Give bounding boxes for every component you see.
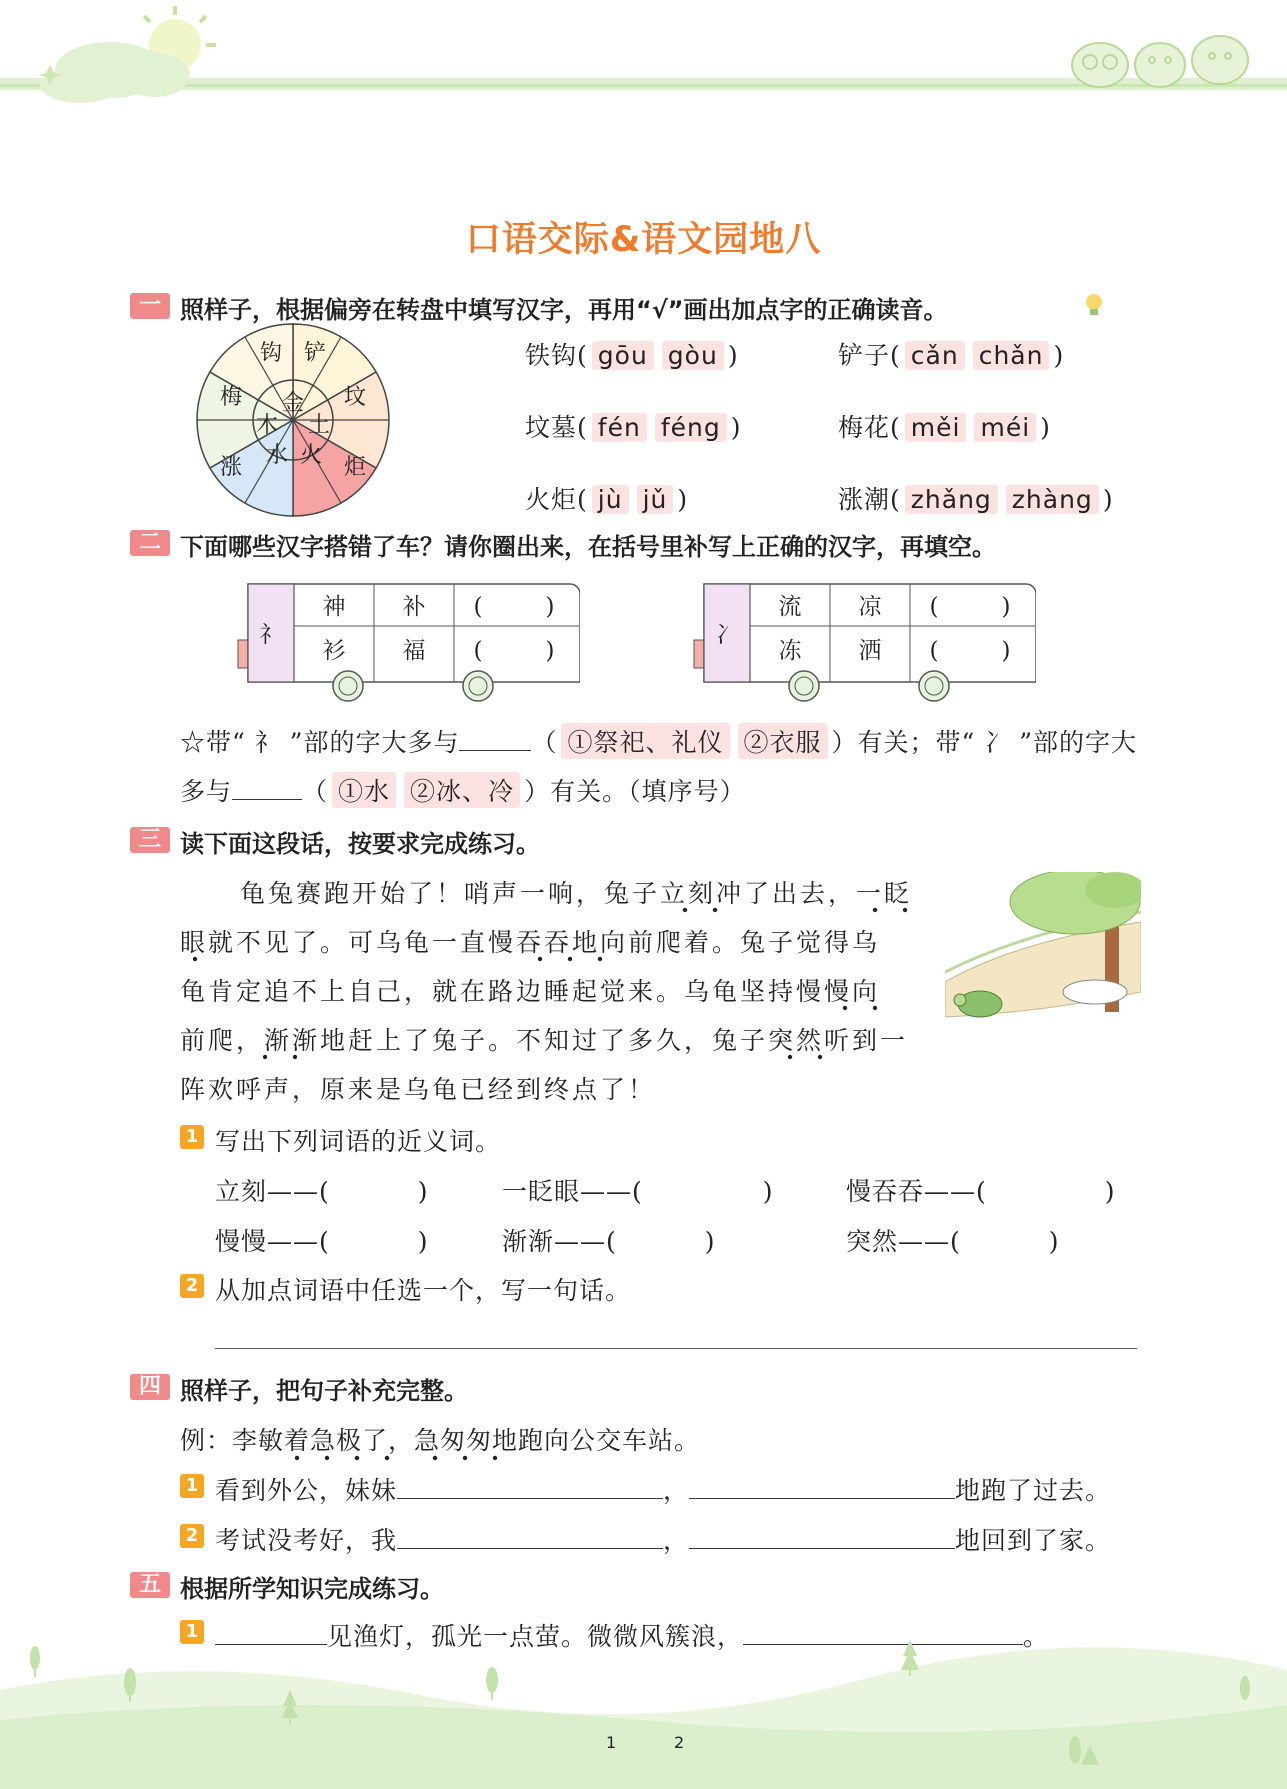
section-5-instruction: 根据所学知识完成练习。 <box>180 1575 444 1603</box>
pinyin-option[interactable]: jǔ <box>637 485 674 514</box>
question-number-1: 1 <box>180 1474 204 1498</box>
pinyin-option[interactable]: gōu <box>592 341 654 370</box>
section-2-fill-line-1: ☆带“ 礻 ”部的字大多与 （ ①祭祀、礼仪 ②衣服 ）有关；带“ 冫 ”部的字大 <box>180 723 1137 759</box>
landscape-footer <box>0 1610 1287 1789</box>
section-3-badge: 三 <box>130 827 170 853</box>
bus-2 <box>690 580 1036 702</box>
synonym-item: 突然——( ) <box>846 1227 1060 1256</box>
section-1-badge: 一 <box>130 293 170 319</box>
answer-line[interactable] <box>215 1348 1137 1349</box>
question-number-2: 2 <box>180 1524 204 1548</box>
choice-option[interactable]: ①祭祀、礼仪 <box>561 723 729 759</box>
wheel-char-zhang: 涨 <box>219 455 243 480</box>
question-number-2: 2 <box>180 1274 204 1298</box>
synonym-question: 写出下列词语的近义词。 <box>215 1127 502 1156</box>
bus-1-char[interactable]: 补 <box>402 594 426 620</box>
synonym-item: 渐渐——( ) <box>502 1227 716 1256</box>
answer-blank[interactable] <box>689 1527 955 1549</box>
pinyin-option[interactable]: měi <box>905 413 967 442</box>
section-5-badge: 五 <box>130 1572 170 1598</box>
bus-1-radical: 礻 <box>259 622 283 648</box>
pinyin-option[interactable]: zhàng <box>1006 485 1099 514</box>
question-number-1: 1 <box>180 1620 204 1644</box>
poem-completion: 见渔灯，孤光一点萤。微微风簇浪， 。 <box>215 1617 1049 1653</box>
section-4-instruction: 照样子，把句子补充完整。 <box>180 1377 468 1405</box>
pinyin-option[interactable]: jù <box>592 485 629 514</box>
sentence-completion-2: 考试没考好，我 ， 地回到了家。 <box>215 1526 1112 1555</box>
section-3-instruction: 读下面这段话，按要求完成练习。 <box>180 830 540 858</box>
passage-line-5: 阵欢呼声，原来是乌龟已经到终点了！ <box>180 1075 657 1104</box>
pinyin-option[interactable]: gòu <box>662 341 724 370</box>
tortoise-hare-illustration <box>945 872 1141 1032</box>
bus-1-char[interactable]: 衫 <box>322 638 346 664</box>
pinyin-item-2: 铲子( cǎn chǎn ) <box>838 341 1065 370</box>
answer-blank[interactable] <box>397 1477 663 1499</box>
wheel-radical-shui: 水 <box>265 443 289 468</box>
passage-line-4: 前爬，渐渐地赶上了兔子。不知过了多久，兔子突然听到一 <box>180 1026 909 1055</box>
question-number-1: 1 <box>180 1125 204 1149</box>
lightbulb-icon <box>1083 292 1105 318</box>
answer-blank[interactable] <box>232 778 302 800</box>
bus-1-char[interactable]: 福 <box>402 638 426 664</box>
wheel-char-chan: 铲 <box>303 341 327 366</box>
example-emphasis-dots <box>285 1454 505 1464</box>
answer-blank[interactable] <box>459 729 531 751</box>
bus-2-char[interactable]: 凉 <box>858 594 882 620</box>
bus-2-paren-close: ) <box>1001 594 1011 620</box>
wheel-radical-huo: 火 <box>299 443 323 468</box>
wheel-char-gou: 钩 <box>259 341 283 366</box>
bus-1-paren-close: ) <box>545 594 555 620</box>
section-4-badge: 四 <box>130 1374 170 1400</box>
pinyin-item-3: 坟墓( fén féng ) <box>525 413 742 442</box>
pinyin-item-1: 铁钩( gōu gòu ) <box>525 341 739 370</box>
section-2-badge: 二 <box>130 530 170 556</box>
sentence-completion-1: 看到外公，妹妹 ， 地跑了过去。 <box>215 1476 1112 1505</box>
wheel-radical-jin: 金 <box>281 391 305 416</box>
page-title: 口语交际&语文园地八 <box>465 220 822 260</box>
bus-1-paren-open: ( <box>473 594 483 620</box>
passage-line-3: 龟肯定追不上自己，就在路边睡起觉来。乌龟坚持慢慢向 <box>180 977 881 1006</box>
bus-2-paren-open: ( <box>929 594 939 620</box>
sun-cloud-decoration <box>20 0 220 115</box>
pinyin-option[interactable]: fén <box>592 413 647 442</box>
sentence-question: 从加点词语中任选一个，写一句话。 <box>215 1276 632 1305</box>
wheel-radical-tu: 土 <box>307 413 331 438</box>
synonym-item: 慢吞吞——( ) <box>846 1177 1116 1206</box>
section-2-fill-line-2: 多与 （ ①水 ②冰、冷 ）有关。（填序号） <box>180 772 746 808</box>
example-sentence: 例：李敏着急极了，急匆匆地跑向公交车站。 <box>180 1426 701 1455</box>
page-number-left: 1 <box>606 1733 617 1752</box>
passage-line-2: 眼就不见了。可乌龟一直慢吞吞地向前爬着。兔子觉得乌 <box>180 928 881 957</box>
radical-wheel <box>195 322 391 518</box>
section-2-instruction: 下面哪些汉字搭错了车？请你圈出来，在括号里补写上正确的汉字，再填空。 <box>180 533 996 561</box>
choice-option[interactable]: ②衣服 <box>738 723 828 759</box>
answer-blank[interactable] <box>397 1527 663 1549</box>
bus-1-char[interactable]: 神 <box>322 594 346 620</box>
pinyin-item-5: 火炬( jù jǔ ) <box>525 485 689 514</box>
bus-2-radical: 冫 <box>715 622 739 648</box>
pinyin-option[interactable]: chǎn <box>973 341 1050 370</box>
page-number-right: 2 <box>674 1733 685 1752</box>
bus-1 <box>234 580 580 702</box>
synonym-item: 立刻——( ) <box>215 1177 429 1206</box>
bus-1-paren-close: ) <box>545 638 555 664</box>
choice-option[interactable]: ②冰、冷 <box>404 772 520 808</box>
pinyin-item-4: 梅花( měi méi ) <box>838 413 1051 442</box>
animal-faces-decoration <box>1060 20 1260 90</box>
bus-2-char[interactable]: 冻 <box>778 638 802 664</box>
pinyin-item-6: 涨潮( zhǎng zhàng ) <box>838 485 1114 514</box>
bus-2-paren-open: ( <box>929 638 939 664</box>
choice-option[interactable]: ①水 <box>332 772 396 808</box>
synonym-item: 慢慢——( ) <box>215 1227 429 1256</box>
wheel-char-ju: 炬 <box>343 455 367 480</box>
wheel-char-mei: 梅 <box>219 385 243 410</box>
bus-2-char[interactable]: 流 <box>778 594 802 620</box>
synonym-item: 一眨眼——( ) <box>502 1177 774 1206</box>
wheel-radical-mu: 木 <box>255 413 279 438</box>
bus-2-paren-close: ) <box>1001 638 1011 664</box>
pinyin-option[interactable]: cǎn <box>905 341 965 370</box>
passage-line-1: 龟兔赛跑开始了！哨声一响，兔子立刻冲了出去，一眨 <box>240 879 913 908</box>
section-1-instruction: 照样子，根据偏旁在转盘中填写汉字，再用“√”画出加点字的正确读音。 <box>180 296 948 324</box>
bus-1-paren-open: ( <box>473 638 483 664</box>
emphasis-dots <box>150 900 950 1060</box>
pinyin-option[interactable]: méi <box>974 413 1036 442</box>
pinyin-option[interactable]: zhǎng <box>905 485 998 514</box>
bus-2-char[interactable]: 洒 <box>858 638 882 664</box>
answer-blank[interactable] <box>689 1477 955 1499</box>
wheel-char-fen: 坟 <box>343 385 367 410</box>
pinyin-option[interactable]: féng <box>655 413 727 442</box>
